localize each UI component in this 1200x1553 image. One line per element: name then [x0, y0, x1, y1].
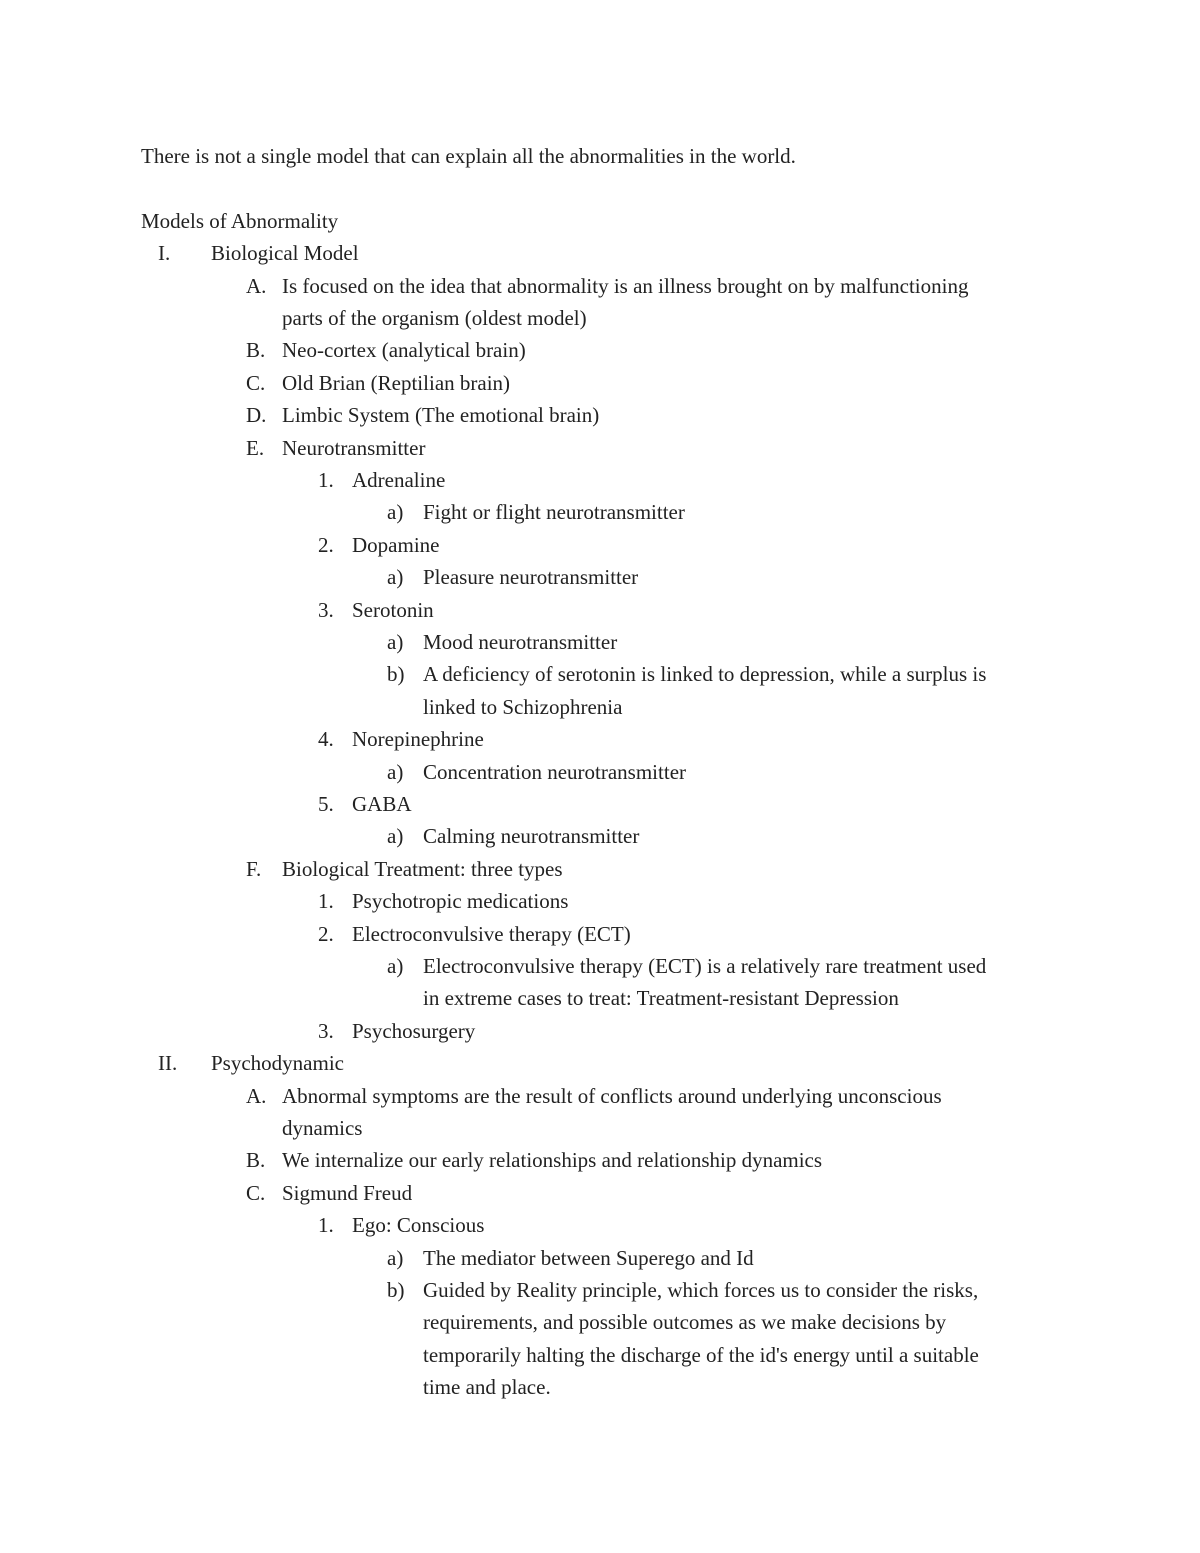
outline-item-letter: Abnormal symptoms are the result of conflicts around underlying unconscious — [282, 1083, 942, 1108]
outline-item-letter: Neurotransmitter — [282, 435, 426, 460]
outline-marker-sub: b) — [387, 662, 405, 687]
outline-marker-roman: I. — [158, 241, 171, 266]
outline-item-sub: Electroconvulsive therapy (ECT) is a relatively rare treatment used — [423, 954, 987, 978]
outline-item-sub: linked to Schizophrenia — [423, 694, 623, 719]
outline-marker-sub: a) — [387, 824, 404, 849]
outline-marker-number: 1. — [318, 889, 334, 914]
outline-item-sub: Pleasure neurotransmitter — [423, 565, 639, 590]
outline-marker-number: 4. — [318, 727, 334, 752]
outline-item-sub: Fight or flight neurotransmitter — [423, 500, 685, 525]
outline-item-letter: Old Brian (Reptilian brain) — [282, 370, 511, 395]
outline-marker-sub: a) — [387, 565, 404, 590]
outline-item-letter: We internalize our early relationships and relationship dynamics — [282, 1148, 823, 1173]
outline-marker-letter: A. — [246, 1083, 267, 1108]
outline-item-sub: Concentration neurotransmitter — [423, 759, 687, 784]
outline-item-sub: in extreme cases to treat: Treatment-resistant Depression — [423, 986, 899, 1011]
outline-marker-letter: D. — [246, 403, 267, 428]
intro-text: There is not a single model that can explain all the abnormalities in the world. — [141, 144, 796, 168]
outline-item-sub: Calming neurotransmitter — [423, 824, 640, 849]
outline-marker-number: 1. — [318, 1213, 334, 1238]
section-heading: Models of Abnormality — [141, 208, 339, 233]
outline-marker-number: 1. — [318, 468, 334, 492]
outline-marker-letter: C. — [246, 1180, 266, 1205]
outline-item-sub: temporarily halting the discharge of the id's energy until a suitable — [423, 1342, 979, 1367]
outline-item-sub: Mood neurotransmitter — [423, 630, 618, 654]
outline-item-letter: Is focused on the idea that abnormality is an illness brought on by malfunctioning — [282, 273, 969, 298]
outline-item-number: Norepinephrine — [352, 727, 484, 752]
outline-marker-number: 3. — [318, 597, 334, 622]
outline-marker-number: 2. — [318, 532, 334, 557]
outline-item-number: Serotonin — [352, 597, 434, 622]
outline-item-number: Dopamine — [352, 532, 440, 557]
outline-item-letter: Biological Treatment: three types — [282, 856, 563, 881]
outline-item-sub: A deficiency of serotonin is linked to depression, while a surplus is — [423, 662, 987, 687]
outline-item-number: Psychosurgery — [352, 1018, 476, 1043]
outline-item-number: Adrenaline — [352, 468, 446, 492]
outline-marker-number: 3. — [318, 1018, 334, 1043]
outline-item-sub: The mediator between Superego and Id — [423, 1245, 754, 1270]
outline-marker-sub: a) — [387, 1245, 404, 1270]
outline-item-sub: Guided by Reality principle, which forces us to consider the risks, — [423, 1278, 979, 1302]
outline-item-number: Electroconvulsive therapy (ECT) — [352, 921, 631, 946]
outline-marker-sub: a) — [387, 630, 404, 654]
outline-item-letter: Neo-cortex (analytical brain) — [282, 338, 526, 363]
outline-marker-letter: C. — [246, 370, 266, 395]
outline-item-number: GABA — [352, 792, 412, 816]
outline-marker-sub: b) — [387, 1278, 405, 1302]
outline-marker-letter: B. — [246, 1148, 266, 1173]
outline-marker-letter: F. — [246, 856, 262, 881]
outline-marker-sub: a) — [387, 759, 404, 784]
outline-item-sub: requirements, and possible outcomes as we make decisions by — [423, 1310, 947, 1335]
outline-marker-letter: E. — [246, 435, 265, 460]
outline-item-number: Ego: Conscious — [352, 1213, 485, 1238]
outline-marker-roman: II. — [158, 1051, 178, 1076]
outline-item-letter: Limbic System (The emotional brain) — [282, 403, 600, 428]
outline-marker-number: 5. — [318, 792, 334, 816]
outline-marker-number: 2. — [318, 921, 334, 946]
outline-item-roman: Psychodynamic — [211, 1051, 344, 1076]
outline-item-roman: Biological Model — [211, 241, 359, 266]
outline-item-letter: Sigmund Freud — [282, 1180, 413, 1205]
outline-item-letter: dynamics — [282, 1116, 363, 1140]
outline-item-letter: parts of the organism (oldest model) — [282, 306, 587, 330]
outline-item-number: Psychotropic medications — [352, 889, 569, 914]
outline-marker-sub: a) — [387, 954, 404, 978]
outline-item-sub: time and place. — [423, 1375, 551, 1400]
outline-marker-letter: B. — [246, 338, 266, 363]
outline-marker-letter: A. — [246, 273, 267, 298]
outline-marker-sub: a) — [387, 500, 404, 525]
